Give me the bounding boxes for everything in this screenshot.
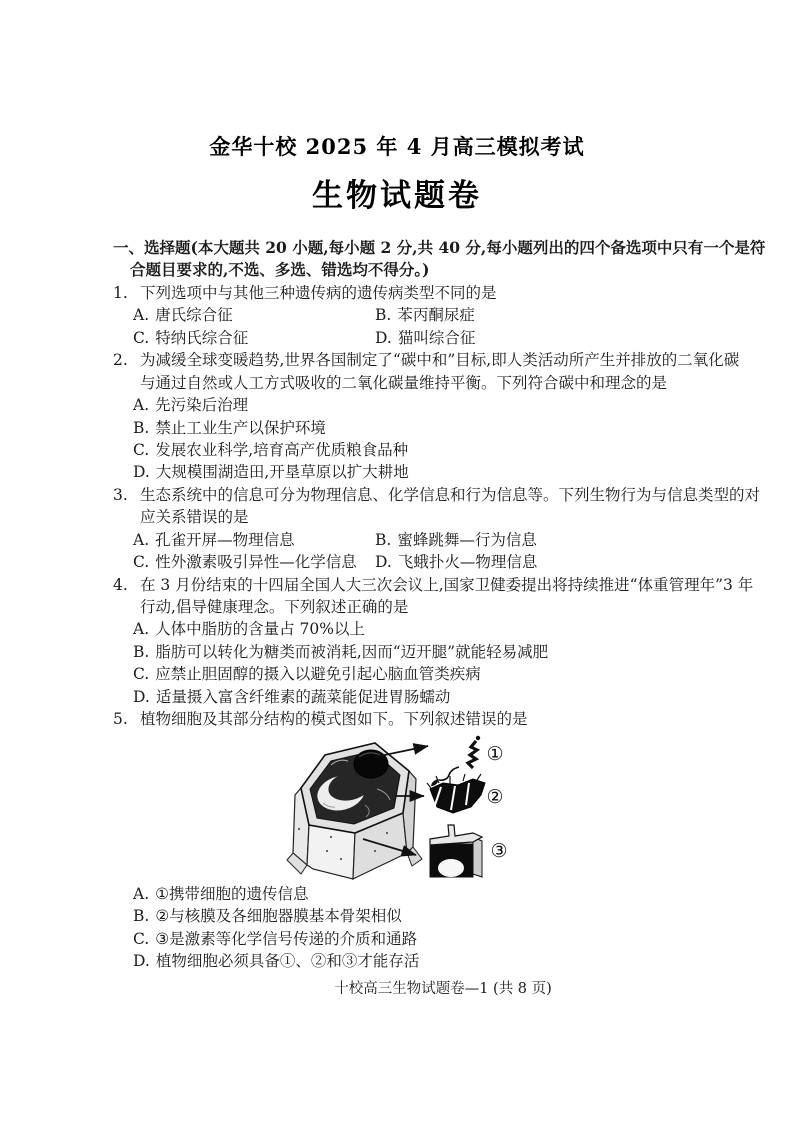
label-structure-1: ① — [486, 742, 504, 765]
option-c: C. 发展农业科学,培育高产优质粮食品种 — [133, 440, 409, 459]
option-c: C. 性外激素吸引异性—化学信息 — [133, 553, 357, 572]
option-c: C. 应禁止胆固醇的摄入以避免引起心脑血管类疾病 — [133, 665, 481, 684]
question-stem-line1: 在 3 月份结束的十四届全国人大三次会议上,国家卫健委提出将持续推进“体重管理年”3 年 — [140, 575, 754, 594]
option-d: D. 植物细胞必须具备①、②和③才能存活 — [133, 951, 420, 970]
option-a: A. 唐氏综合征 — [133, 306, 233, 325]
section-heading-line2: 合题目要求的,不选、多选、错选均不得分。) — [130, 260, 430, 280]
question-stem: 下列选项中与其他三种遗传病的遗传病类型不同的是 — [140, 283, 497, 302]
question-1 — [113, 282, 713, 349]
option-b: B. 禁止工业生产以保护环境 — [133, 418, 326, 437]
question-stem: 植物细胞及其部分结构的模式图如下。下列叙述错误的是 — [140, 710, 528, 729]
question-4 — [113, 574, 754, 709]
question-number: 4. — [113, 575, 128, 594]
question-number: 3. — [113, 485, 128, 504]
paper-title: 生物试题卷 — [312, 178, 482, 214]
structure-1-chromosome — [431, 735, 480, 785]
option-a: A. 人体中脂肪的含量占 70%以上 — [133, 620, 366, 639]
label-structure-2: ② — [486, 785, 504, 808]
page-footer: 十校高三生物试题卷—1 (共 8 页) — [334, 981, 552, 997]
question-stem-line1: 为减缓全球变暖趋势,世界各国制定了“碳中和”目标,即人类活动所产生并排放的二氧化碳 — [140, 351, 740, 370]
section-heading-line1: 一、选择题(本大题共 20 小题,每小题 2 分,共 40 分,每小题列出的四个备选项中只有一个是符 — [113, 238, 766, 257]
option-d: D. 飞蛾扑火—物理信息 — [375, 553, 538, 572]
option-b: B. 蜜蜂跳舞—行为信息 — [375, 530, 537, 549]
question-stem-line2: 应关系错误的是 — [140, 508, 249, 527]
question-2 — [113, 349, 740, 484]
plant-cell-diagram — [113, 731, 713, 883]
question-number: 5. — [113, 710, 128, 729]
option-c: C. ③是激素等化学信号传递的介质和通路 — [133, 929, 418, 948]
plant-cell-illustration — [287, 743, 422, 879]
exam-body — [113, 237, 766, 972]
exam-title: 金华十校 2025 年 4 月高三模拟考试 — [209, 134, 585, 159]
question-stem-line2: 与通过自然或人工方式吸收的二氧化碳量维持平衡。下列符合碳中和理念的是 — [140, 373, 668, 392]
question-number: 1. — [113, 283, 128, 302]
option-a: A. 孔雀开屏—物理信息 — [133, 530, 295, 549]
question-stem-line2: 行动,倡导健康理念。下列叙述正确的是 — [140, 598, 409, 616]
option-b: B. 苯丙酮尿症 — [375, 306, 475, 325]
question-stem-line1: 生态系统中的信息可分为物理信息、化学信息和行为信息等。下列生物行为与信息类型的对 — [140, 485, 761, 504]
option-a: A. 先污染后治理 — [133, 396, 249, 415]
option-a: A. ①携带细胞的遗传信息 — [133, 884, 309, 903]
question-number: 2. — [113, 351, 128, 370]
option-d: D. 猫叫综合征 — [375, 328, 476, 347]
label-structure-3: ③ — [490, 839, 508, 862]
question-5 — [113, 708, 713, 972]
option-d: D. 适量摄入富含纤维素的蔬菜能促进胃肠蠕动 — [133, 687, 451, 706]
structure-3-cell-wall — [430, 825, 482, 877]
option-b: B. 脂肪可以转化为糖类而被消耗,因而“迈开腿”就能轻易减肥 — [133, 642, 549, 661]
question-3 — [113, 484, 761, 574]
option-c: C. 特纳氏综合征 — [133, 328, 249, 347]
option-b: B. ②与核膜及各细胞器膜基本骨架相似 — [133, 907, 402, 926]
structure-2-membrane — [427, 774, 485, 813]
option-d: D. 大规模围湖造田,开垦草原以扩大耕地 — [133, 463, 409, 482]
